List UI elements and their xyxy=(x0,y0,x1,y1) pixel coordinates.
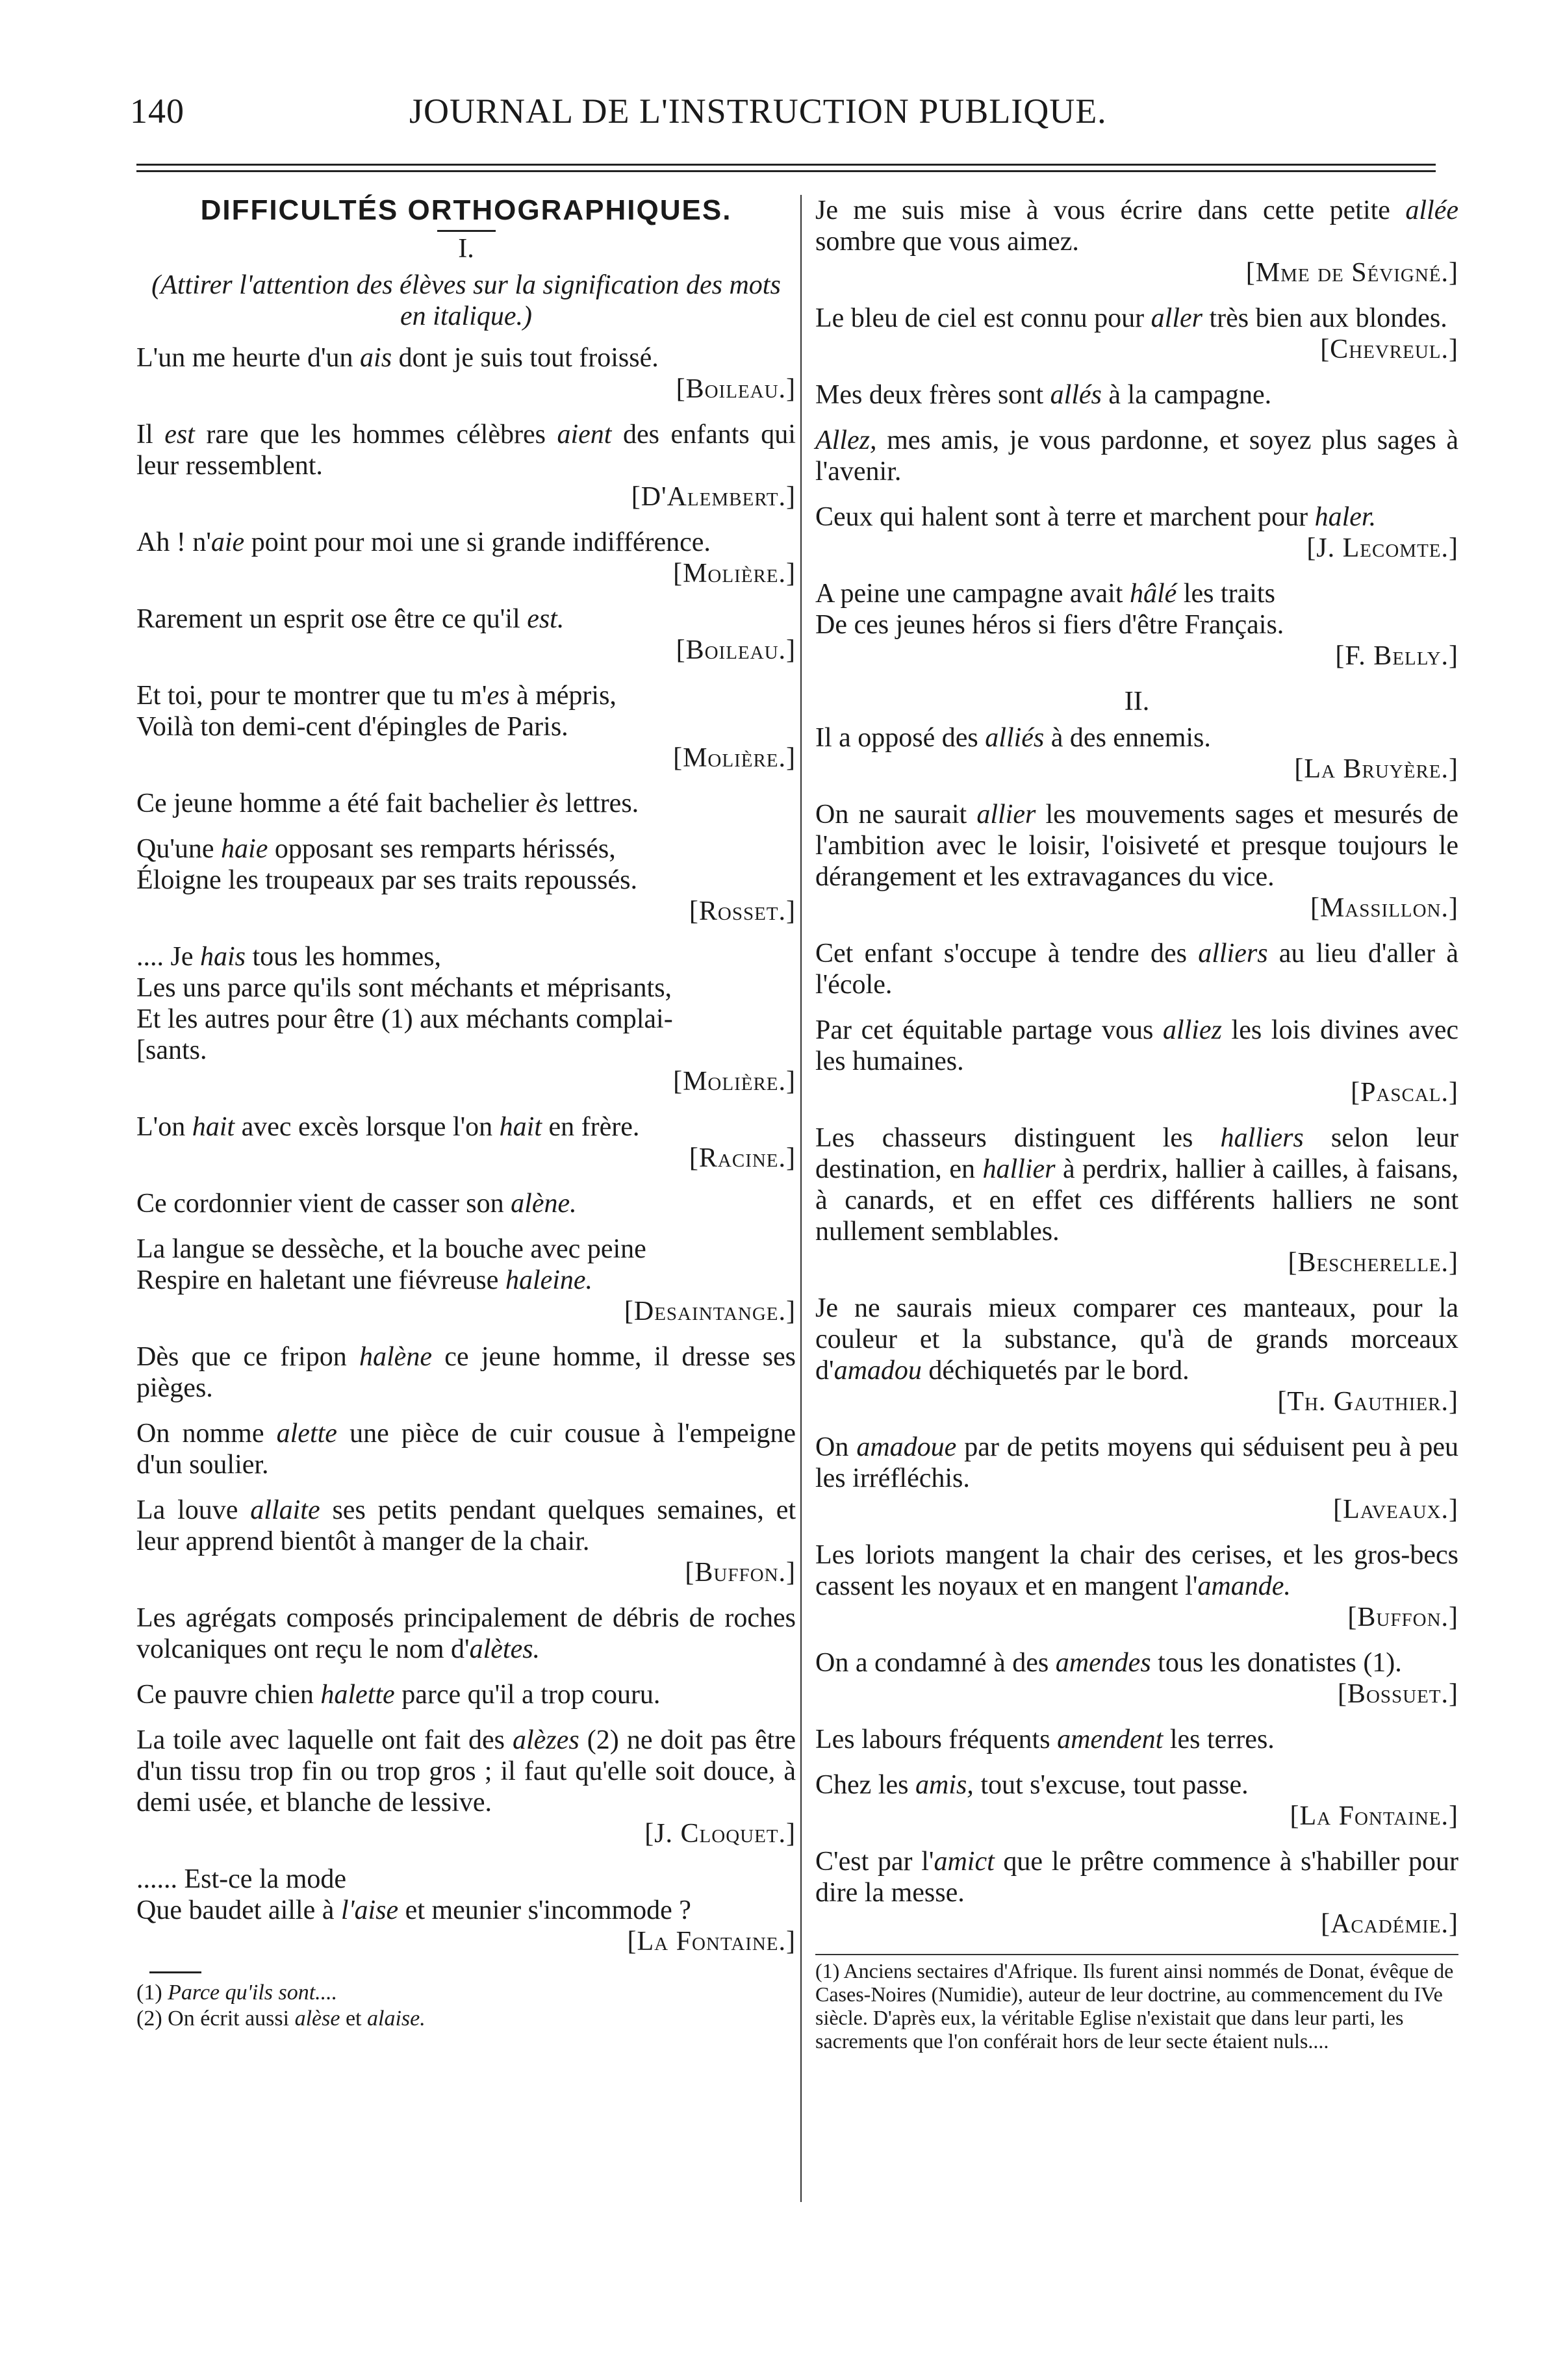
italic-word: hallier xyxy=(982,1154,1056,1184)
quotation xyxy=(815,425,1458,487)
quote-text: et meunier s'incommode ? xyxy=(398,1895,691,1925)
quote-text: dont je suis tout froissé. xyxy=(392,343,659,373)
quote-text: Le bleu de ciel est connu pour xyxy=(815,303,1151,333)
quotation xyxy=(815,195,1458,288)
quote-text: les lois divines avec les humaines. xyxy=(815,1015,1459,1076)
quote-text: lettres. xyxy=(558,789,639,818)
citation: [Molière.] xyxy=(673,559,796,589)
citation: [Buffon.] xyxy=(685,1558,796,1588)
instruction: (Attirer l'attention des élèves sur la signification des mots en italique.) xyxy=(151,270,781,331)
citation: [J. Cloquet.] xyxy=(644,1819,796,1849)
quote-text: A peine une campagne avait xyxy=(815,579,1130,609)
page-number: 140 xyxy=(130,92,184,131)
quote-text: La louve xyxy=(136,1495,251,1525)
quotation xyxy=(815,722,1458,785)
quotation xyxy=(815,799,1458,924)
italic-word: alène. xyxy=(511,1189,577,1219)
citation: [Racine.] xyxy=(689,1143,796,1173)
quotation xyxy=(136,1341,796,1404)
quote-text: avec excès lorsque l'on xyxy=(235,1112,500,1142)
italic-word: alaise. xyxy=(367,2007,426,2031)
quote-text: rare que les hommes célèbres xyxy=(194,420,557,449)
section-number-1: I. xyxy=(458,234,474,264)
right-footnote: (1) Anciens sectaires d'Afrique. Ils furent ainsi nommés de Donat, évêque de Cases-Noires (Numidie), auteur de leur doctrine, au commencement du IVe siècle. D'après eux, la véritable Eglise n'existait que dans leur parti, les sacrements que l'on conférait hors de leur secte étaient nuls.... xyxy=(815,1954,1458,2053)
quote-text: Ce pauvre chien xyxy=(136,1680,321,1710)
italic-word: Parce qu'ils sont.... xyxy=(168,1981,338,2005)
quote-text: On a condamné à des xyxy=(815,1648,1056,1678)
quote-text: une pièce de cuir cousue à l'empeigne d'un soulier. xyxy=(136,1419,796,1480)
italic-word: aller xyxy=(1151,303,1202,333)
quotation xyxy=(815,1769,1458,1832)
left-column xyxy=(136,195,796,2032)
italic-word: haleine. xyxy=(505,1265,593,1295)
quote-text: On ne saurait xyxy=(815,800,977,829)
italic-word: alèzes xyxy=(513,1725,579,1755)
italic-word: amis, xyxy=(915,1770,974,1800)
quotation xyxy=(136,342,796,405)
citation: [Molière.] xyxy=(673,743,796,773)
italic-word: amendes xyxy=(1055,1648,1151,1678)
title-dash xyxy=(437,230,496,232)
quote-text: par de petits moyens qui séduisent peu à peu les irréfléchis. xyxy=(815,1432,1458,1493)
right-column xyxy=(815,195,1458,2053)
citation: [Buffon.] xyxy=(1347,1602,1458,1632)
italic-word: est xyxy=(164,420,195,449)
citation: [F. Belly.] xyxy=(1335,641,1458,671)
section-number-2: II. xyxy=(1124,687,1150,716)
quote-text: à perdrix, hallier à cailles, à faisans, à canards, et en effet ces différents halliers ne sont nullement semblables. xyxy=(815,1154,1458,1247)
quote-text: parce qu'il a trop couru. xyxy=(394,1680,661,1710)
quotation xyxy=(136,1864,796,1957)
right-quotations-1 xyxy=(815,195,1458,672)
quotation xyxy=(136,1234,796,1327)
quote-text: Il xyxy=(136,420,165,449)
quote-text: Il a opposé des xyxy=(815,723,986,753)
italic-word: allés xyxy=(1050,380,1102,410)
footnote-text: (2) On écrit aussi xyxy=(136,2007,295,2031)
quote-text: .... Je xyxy=(136,942,200,972)
quotation xyxy=(136,1188,796,1219)
quote-text: tout s'excuse, tout passe. xyxy=(973,1770,1249,1800)
page-header xyxy=(130,91,1442,143)
quotation xyxy=(815,1724,1458,1755)
quote-text: La toile avec laquelle ont fait des xyxy=(136,1725,513,1755)
italic-word: ès xyxy=(535,789,559,818)
quotation xyxy=(136,1495,796,1588)
footnote xyxy=(136,2006,796,2032)
quote-text: des enfants qui leur ressemblent. xyxy=(136,420,796,481)
italic-word: haler. xyxy=(1314,502,1377,532)
citation: [Desaintange.] xyxy=(624,1297,796,1326)
footnote-rule xyxy=(149,1971,201,1973)
quote-text: tous les hommes, Les uns parce qu'ils sont méchants et méprisants, Et les autres pour être (1) aux méchants complai- [sants. xyxy=(136,942,673,1065)
footnote-text: (1) xyxy=(136,1981,168,2005)
italic-word: es xyxy=(487,681,510,711)
italic-word: haie xyxy=(221,834,268,864)
citation: [Massillon.] xyxy=(1310,893,1458,923)
quote-text: Chez les xyxy=(815,1770,915,1800)
italic-word: l'aise xyxy=(340,1895,399,1925)
footnote xyxy=(136,1980,796,2006)
citation: [J. Lecomte.] xyxy=(1306,533,1458,563)
italic-word: amande. xyxy=(1197,1571,1291,1601)
quotation xyxy=(815,379,1458,411)
italic-word: amict xyxy=(934,1847,995,1877)
citation: [Chevreul.] xyxy=(1320,335,1458,364)
quotation xyxy=(815,1647,1458,1710)
citation: [Bescherelle.] xyxy=(1288,1248,1458,1278)
quote-text: Mes deux frères sont xyxy=(815,380,1050,410)
quote-text: L'on xyxy=(136,1112,192,1142)
italic-word: hais xyxy=(200,942,246,972)
italic-word: aient xyxy=(557,420,612,449)
journal-title: JOURNAL DE L'INSTRUCTION PUBLIQUE. xyxy=(409,92,1107,131)
italic-word: aie xyxy=(210,527,245,557)
quote-text: Les labours fréquents xyxy=(815,1725,1058,1754)
italic-word: amadou xyxy=(833,1356,922,1386)
italic-word: amadoue xyxy=(856,1432,957,1462)
quotation xyxy=(815,501,1458,564)
left-quotations xyxy=(136,342,796,1957)
quotation xyxy=(136,1418,796,1480)
quotation xyxy=(815,1846,1458,1940)
left-footnotes xyxy=(136,1980,796,2032)
quote-text: Ceux qui halent sont à terre et marchent pour xyxy=(815,502,1315,532)
italic-word: alette xyxy=(276,1419,337,1449)
quote-text: On nomme xyxy=(136,1419,277,1449)
header-rule xyxy=(136,164,1436,166)
italic-word: allée xyxy=(1405,196,1458,225)
quote-text: à la campagne. xyxy=(1101,380,1272,410)
italic-word: halette xyxy=(320,1680,395,1710)
italic-word: alètes. xyxy=(469,1634,541,1664)
quote-text: ses petits pendant quelques semaines, et leur apprend bientôt à manger de la chair. xyxy=(136,1495,796,1556)
italic-word: hait xyxy=(192,1112,235,1142)
italic-word: hait xyxy=(499,1112,542,1142)
quotation xyxy=(136,1679,796,1710)
citation: [La Fontaine.] xyxy=(1290,1801,1458,1831)
citation: [Pascal.] xyxy=(1351,1078,1458,1108)
quote-text: opposant ses remparts hérissés, Éloigne les troupeaux par ses traits repoussés. xyxy=(136,834,637,895)
quote-text: déchiquetés par le bord. xyxy=(921,1356,1189,1386)
italic-word: alliers xyxy=(1198,939,1268,968)
quote-text: On xyxy=(815,1432,857,1462)
quotation xyxy=(815,303,1458,365)
italic-word: hâlé xyxy=(1129,579,1177,609)
quote-text: Cet enfant s'occupe à tendre des xyxy=(815,939,1199,968)
italic-word: allier xyxy=(976,800,1036,829)
quote-text: au lieu d'aller à l'école. xyxy=(815,939,1459,1000)
footnote-text: et xyxy=(340,2007,368,2031)
citation: [Rosset.] xyxy=(689,896,796,926)
quote-text: les traits De ces jeunes héros si fiers d'être Français. xyxy=(815,579,1284,640)
citation: [Boileau.] xyxy=(676,374,796,404)
quotation xyxy=(815,1293,1458,1417)
citation: [Bossuet.] xyxy=(1337,1679,1458,1709)
header-rule-double xyxy=(136,170,1436,172)
quotation xyxy=(136,680,796,774)
quote-text: que le prêtre commence à s'habiller pour dire la messe. xyxy=(815,1847,1458,1908)
quote-text: à des ennemis. xyxy=(1044,723,1211,753)
citation: [La Bruyère.] xyxy=(1294,754,1458,784)
quotation xyxy=(815,1015,1458,1108)
quote-text: L'un me heurte d'un xyxy=(136,343,361,373)
quote-text: les mouvements sages et mesurés de l'ambition avec le loisir, l'oisiveté et presque toujours le dérangement et les extravagances du vice. xyxy=(815,800,1458,892)
italic-word: allaite xyxy=(250,1495,320,1525)
quotation xyxy=(815,938,1458,1000)
quote-text: Rarement un esprit ose être ce qu'il xyxy=(136,604,528,634)
quotation xyxy=(136,603,796,666)
citation: [Boileau.] xyxy=(676,635,796,665)
italic-word: ais xyxy=(360,343,392,373)
citation: [La Fontaine.] xyxy=(627,1927,796,1956)
quote-text: Je ne saurais mieux comparer ces manteaux, pour la couleur et la substance, qu'à de grands morceaux d' xyxy=(815,1293,1458,1386)
italic-word: halliers xyxy=(1220,1123,1304,1153)
quote-text: C'est par l' xyxy=(815,1847,934,1877)
quotation xyxy=(136,1111,796,1174)
quote-text: ce jeune homme, il dresse ses pièges. xyxy=(136,1342,796,1403)
quotation xyxy=(136,788,796,819)
quote-text: Et toi, pour te montrer que tu m' xyxy=(136,681,487,711)
citation: [Th. Gauthier.] xyxy=(1277,1387,1458,1417)
quote-text: très bien aux blondes. xyxy=(1202,303,1447,333)
quote-text: Les loriots mangent la chair des cerises, et les gros-becs cassent les noyaux et en mangent l' xyxy=(815,1540,1458,1601)
citation: [Mme de Sévigné.] xyxy=(1245,258,1458,288)
quote-text: point pour moi une si grande indifférence. xyxy=(244,527,711,557)
quotation xyxy=(136,419,796,513)
column-divider xyxy=(800,195,802,2202)
quotation xyxy=(136,527,796,589)
quote-text: sombre que vous aimez. xyxy=(815,227,1079,257)
quote-text: ...... Est-ce la mode Que baudet aille à xyxy=(136,1864,347,1925)
quotation xyxy=(136,833,796,927)
italic-word: amendent xyxy=(1057,1725,1164,1754)
quote-text: tous les donatistes (1). xyxy=(1151,1648,1402,1678)
quote-text: Les agrégats composés principalement de débris de roches volcaniques ont reçu le nom d' xyxy=(136,1603,796,1664)
quotation xyxy=(815,578,1458,672)
quotation xyxy=(136,1602,796,1665)
quotation xyxy=(815,1122,1458,1278)
quotation xyxy=(136,1725,796,1849)
italic-word: Allez, xyxy=(815,425,877,455)
quote-text: selon leur destination, en xyxy=(815,1123,1458,1184)
quote-text: Les chasseurs distinguent les xyxy=(815,1123,1221,1153)
quote-text: mes amis, je vous pardonne, et soyez plus sages à l'avenir. xyxy=(815,425,1458,487)
quote-text: Qu'une xyxy=(136,834,222,864)
italic-word: alliés xyxy=(985,723,1045,753)
right-quotations-2 xyxy=(815,722,1458,1940)
citation: [Molière.] xyxy=(673,1067,796,1096)
quote-text: les terres. xyxy=(1163,1725,1275,1754)
quote-text: en frère. xyxy=(542,1112,640,1142)
quote-text: Ce cordonnier vient de casser son xyxy=(136,1189,511,1219)
quotation xyxy=(815,1432,1458,1525)
quote-text: Dès que ce fripon xyxy=(136,1342,360,1372)
quotation xyxy=(136,941,796,1097)
italic-word: alèse xyxy=(294,2007,340,2031)
citation: [D'Alembert.] xyxy=(631,482,796,512)
quote-text: Ah ! n' xyxy=(136,527,211,557)
italic-word: est. xyxy=(527,604,565,634)
citation: [Laveaux.] xyxy=(1333,1495,1458,1525)
quote-text: Je me suis mise à vous écrire dans cette petite xyxy=(815,196,1406,225)
quote-text: Ce jeune homme a été fait bachelier xyxy=(136,789,536,818)
quotation xyxy=(815,1539,1458,1633)
citation: [Académie.] xyxy=(1321,1909,1458,1939)
quote-text: Par cet équitable partage vous xyxy=(815,1015,1163,1045)
italic-word: halène xyxy=(359,1342,432,1372)
italic-word: alliez xyxy=(1162,1015,1222,1045)
quote-text: à mépris, Voilà ton demi-cent d'épingles de Paris. xyxy=(136,681,617,742)
quote-text: La langue se dessèche, et la bouche avec peine Respire en haletant une fiévreuse xyxy=(136,1234,646,1295)
article-title: DIFFICULTÉS ORTHOGRAPHIQUES. xyxy=(200,194,732,226)
quote-text: (2) ne doit pas être d'un tissu trop fin ou trop gros ; il faut qu'elle soit douce, à demi usée, et blanche de lessive. xyxy=(136,1725,796,1817)
